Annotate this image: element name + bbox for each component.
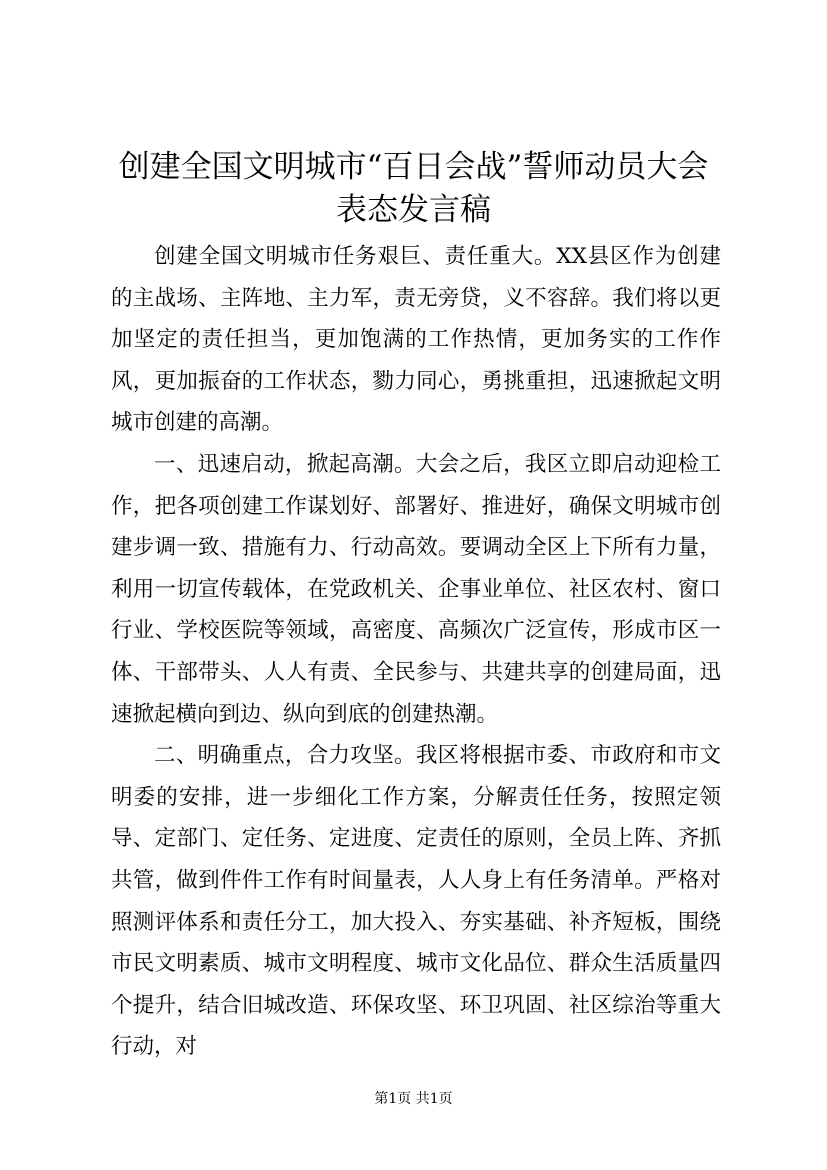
document-title-line-2: 表态发言稿	[336, 192, 491, 228]
document-body	[111, 236, 721, 1068]
page-footer	[0, 1090, 827, 1108]
page-number-label: 第1页 共1页	[374, 1091, 453, 1107]
document-title-line-1: 创建全国文明城市“百日会战”誓师动员大会	[118, 149, 709, 185]
paragraph-intro: 创建全国文明城市任务艰巨、责任重大。XX县区作为创建的主战场、主阵地、主力军，责无旁贷，义不容辞。我们将以更加坚定的责任担当，更加饱满的工作热情，更加务实的工作作风，更加振奋的工作状态，勠力同心，勇挑重担，迅速掀起文明城市创建的高潮。	[111, 244, 721, 436]
paragraph-section-2: 二、明确重点，合力攻坚。我区将根据市委、市政府和市文明委的安排，进一步细化工作方案，分解责任任务，按照定领导、定部门、定任务、定进度、定责任的原则，全员上阵、齐抓共管，做到件件工作有时间量表，人人身上有任务清单。严格对照测评体系和责任分工，加大投入、夯实基础、补齐短板，围绕市民文明素质、城市文明程度、城市文化品位、群众生活质量四个提升，结合旧城改造、环保攻坚、环卫巩固、社区综治等重大行动，对	[111, 743, 721, 1060]
paragraph-section-1: 一、迅速启动，掀起高潮。大会之后，我区立即启动迎检工作，把各项创建工作谋划好、部署好、推进好，确保文明城市创建步调一致、措施有力、行动高效。要调动全区上下所有力量，利用一切宣传载体，在党政机关、企事业单位、社区农村、窗口行业、学校医院等领域，高密度、高频次广泛宣传，形成市区一体、干部带头、人人有责、全民参与、共建共享的创建局面，迅速掀起横向到边、纵向到底的创建热潮。	[111, 451, 721, 727]
